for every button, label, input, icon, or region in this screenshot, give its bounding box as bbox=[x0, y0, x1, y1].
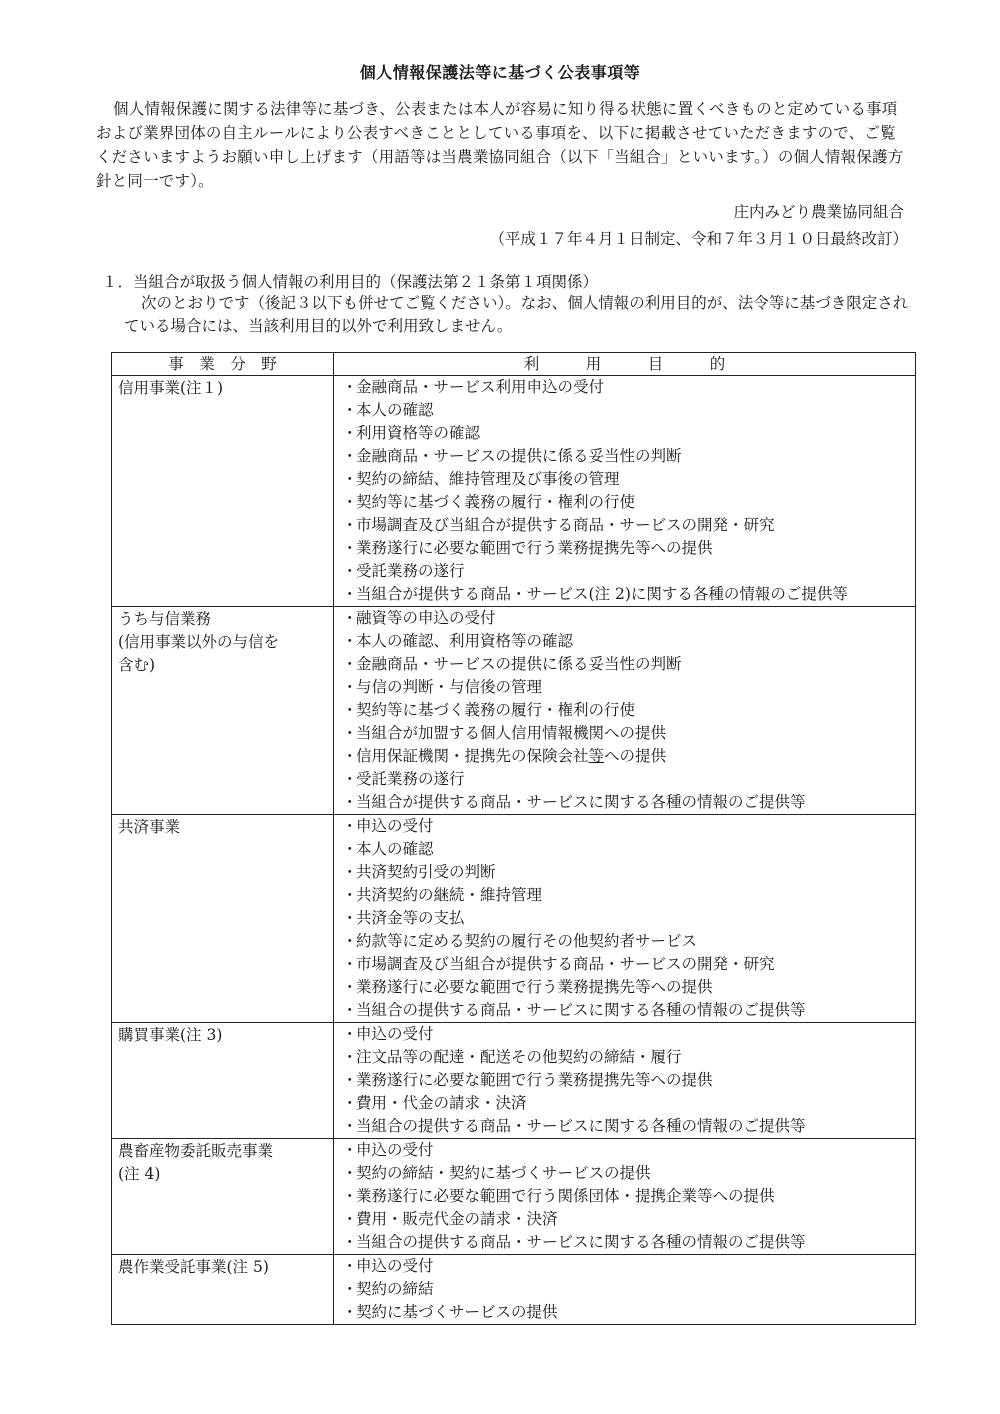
purpose-item: ・ 契約の締結 bbox=[342, 1278, 897, 1301]
purpose-item: ・ 業務遂行に必要な範囲で行う関係団体・提携企業等への提供 bbox=[342, 1185, 897, 1208]
purpose-item: ・ 申込の受付 bbox=[342, 815, 897, 838]
purpose-item: ・ 本人の確認 bbox=[342, 838, 897, 861]
page-title: 個人情報保護法等に基づく公表事項等 bbox=[359, 63, 641, 82]
purpose-item: ・ 契約等に基づく義務の履行・権利の行使 bbox=[342, 699, 897, 722]
table-row bbox=[112, 376, 916, 607]
purpose-item: ・ 信用保証機関・提携先の保険会社等への提供 bbox=[342, 745, 897, 768]
section-heading: １．当組合が取扱う個人情報の利用目的（保護法第２１条第１項関係） bbox=[102, 273, 599, 291]
purpose-item: ・ 業務遂行に必要な範囲で行う業務提携先等への提供 bbox=[342, 537, 897, 560]
sector-cell bbox=[112, 1255, 334, 1325]
table-row bbox=[112, 1023, 916, 1139]
purpose-item: ・ 受託業務の遂行 bbox=[342, 768, 897, 791]
sector-name bbox=[112, 1255, 333, 1281]
purpose-item: ・ 本人の確認、利用資格等の確認 bbox=[342, 630, 897, 653]
purpose-item: ・ 申込の受付 bbox=[342, 1139, 897, 1162]
table-header-row bbox=[112, 353, 916, 376]
purpose-item: ・ 費用・販売代金の請求・決済 bbox=[342, 1208, 897, 1231]
purpose-item: ・ 契約の締結・契約に基づくサービスの提供 bbox=[342, 1162, 897, 1185]
purpose-item: ・ 市場調査及び当組合が提供する商品・サービスの開発・研究 bbox=[342, 953, 897, 976]
purpose-item: ・ 申込の受付 bbox=[342, 1023, 897, 1046]
purpose-item: ・ 費用・代金の請求・決済 bbox=[342, 1092, 897, 1115]
revision-note: （平成１７年４月１日制定、令和７年３月１０日最終改訂） bbox=[489, 230, 908, 248]
sector-name bbox=[112, 1139, 333, 1188]
sector-name bbox=[112, 607, 333, 679]
purpose-item: ・ 本人の確認 bbox=[342, 399, 897, 422]
sector-name-line: 信用事業(注１) bbox=[118, 379, 224, 397]
purpose-list bbox=[334, 376, 915, 606]
sector-name-line: (注 4) bbox=[118, 1165, 161, 1183]
header-sector: 事 業 分 野 bbox=[112, 353, 334, 376]
sector-name-line: (信用事業以外の与信を bbox=[118, 633, 280, 651]
purpose-item: ・ 当組合の提供する商品・サービスに関する各種の情報のご提供等 bbox=[342, 1231, 897, 1254]
purpose-list bbox=[334, 1023, 915, 1138]
organization-name: 庄内みどり農業協同組合 bbox=[733, 203, 904, 221]
purpose-item: ・ 与信の判断・与信後の管理 bbox=[342, 676, 897, 699]
purpose-table bbox=[111, 352, 916, 1325]
sector-cell bbox=[112, 376, 334, 607]
purpose-item: ・ 当組合の提供する商品・サービスに関する各種の情報のご提供等 bbox=[342, 999, 897, 1022]
purpose-item: ・ 共済金等の支払 bbox=[342, 907, 897, 930]
purpose-cell bbox=[334, 607, 916, 815]
table-row bbox=[112, 815, 916, 1023]
purpose-item: ・ 利用資格等の確認 bbox=[342, 422, 897, 445]
purpose-item: ・ 当組合が提供する商品・サービスに関する各種の情報のご提供等 bbox=[342, 791, 897, 814]
purpose-item: ・ 申込の受付 bbox=[342, 1255, 897, 1278]
purpose-item: ・ 受託業務の遂行 bbox=[342, 560, 897, 583]
purpose-list bbox=[334, 607, 915, 814]
table-row bbox=[112, 1139, 916, 1255]
sector-name-line: 共済事業 bbox=[118, 818, 181, 836]
intro-paragraph: 個人情報保護に関する法律等に基づき、公表または本人が容易に知り得る状態に置くべきものと定めている事項および業界団体の自主ルールにより公表すべきこととしている事項を、以下に掲載させていただきますので、ご覧くださいますようお願い申し上げます（用語等は当農業協同組合（以下「当組合」といいます。）の個人情報保護方針と同一です）。 bbox=[96, 100, 904, 190]
purpose-item: ・ 注文品等の配達・配送その他契約の締結・履行 bbox=[342, 1046, 897, 1069]
purpose-item: ・ 当組合の提供する商品・サービスに関する各種の情報のご提供等 bbox=[342, 1115, 897, 1138]
sector-name-line: うち与信業務 bbox=[118, 610, 212, 628]
purpose-item: ・ 契約の締結、維持管理及び事後の管理 bbox=[342, 468, 897, 491]
purpose-item: ・ 業務遂行に必要な範囲で行う業務提携先等への提供 bbox=[342, 976, 897, 999]
sector-cell bbox=[112, 815, 334, 1023]
purpose-cell bbox=[334, 815, 916, 1023]
purpose-item: ・ 当組合が提供する商品・サービス(注 2)に関する各種の情報のご提供等 bbox=[342, 583, 897, 606]
purpose-cell bbox=[334, 1023, 916, 1139]
purpose-item: ・ 契約等に基づく義務の履行・権利の行使 bbox=[342, 491, 897, 514]
purpose-item: ・ 融資等の申込の受付 bbox=[342, 607, 897, 630]
sector-name-line: 購買事業(注 3) bbox=[118, 1026, 223, 1044]
purpose-item: ・ 金融商品・サービスの提供に係る妥当性の判断 bbox=[342, 445, 897, 468]
sector-name bbox=[112, 815, 333, 841]
purpose-item: ・ 共済契約の継続・維持管理 bbox=[342, 884, 897, 907]
sector-cell bbox=[112, 1023, 334, 1139]
sector-cell bbox=[112, 1139, 334, 1255]
sector-name bbox=[112, 1023, 333, 1049]
purpose-item: ・ 契約に基づくサービスの提供 bbox=[342, 1301, 897, 1324]
section-description: 次のとおりです（後記３以下も併せてご覧ください）。なお、個人情報の利用目的が、法令等に基づき限定されている場合には、当該利用目的以外で利用致しません。 bbox=[124, 294, 909, 335]
sector-name-line: 農作業受託事業(注 5) bbox=[118, 1258, 269, 1276]
sector-name-line: 含む) bbox=[118, 656, 156, 674]
purpose-list bbox=[334, 1139, 915, 1254]
purpose-list bbox=[334, 1255, 915, 1324]
sector-cell bbox=[112, 607, 334, 815]
purpose-item: ・ 業務遂行に必要な範囲で行う業務提携先等への提供 bbox=[342, 1069, 897, 1092]
purpose-item: ・ 約款等に定める契約の履行その他契約者サービス bbox=[342, 930, 897, 953]
header-purpose: 利 用 目 的 bbox=[334, 353, 916, 376]
purpose-item: ・ 市場調査及び当組合が提供する商品・サービスの開発・研究 bbox=[342, 514, 897, 537]
sector-name bbox=[112, 376, 333, 402]
purpose-cell bbox=[334, 376, 916, 607]
purpose-item: ・ 共済契約引受の判断 bbox=[342, 861, 897, 884]
purpose-list bbox=[334, 815, 915, 1022]
purpose-item: ・ 金融商品・サービスの提供に係る妥当性の判断 bbox=[342, 653, 897, 676]
table-row bbox=[112, 607, 916, 815]
purpose-cell bbox=[334, 1139, 916, 1255]
purpose-item: ・ 当組合が加盟する個人信用情報機関への提供 bbox=[342, 722, 897, 745]
table-body bbox=[112, 376, 916, 1325]
purpose-cell bbox=[334, 1255, 916, 1325]
purpose-item: ・ 金融商品・サービス利用申込の受付 bbox=[342, 376, 897, 399]
table-row bbox=[112, 1255, 916, 1325]
sector-name-line: 農畜産物委託販売事業 bbox=[118, 1142, 274, 1160]
